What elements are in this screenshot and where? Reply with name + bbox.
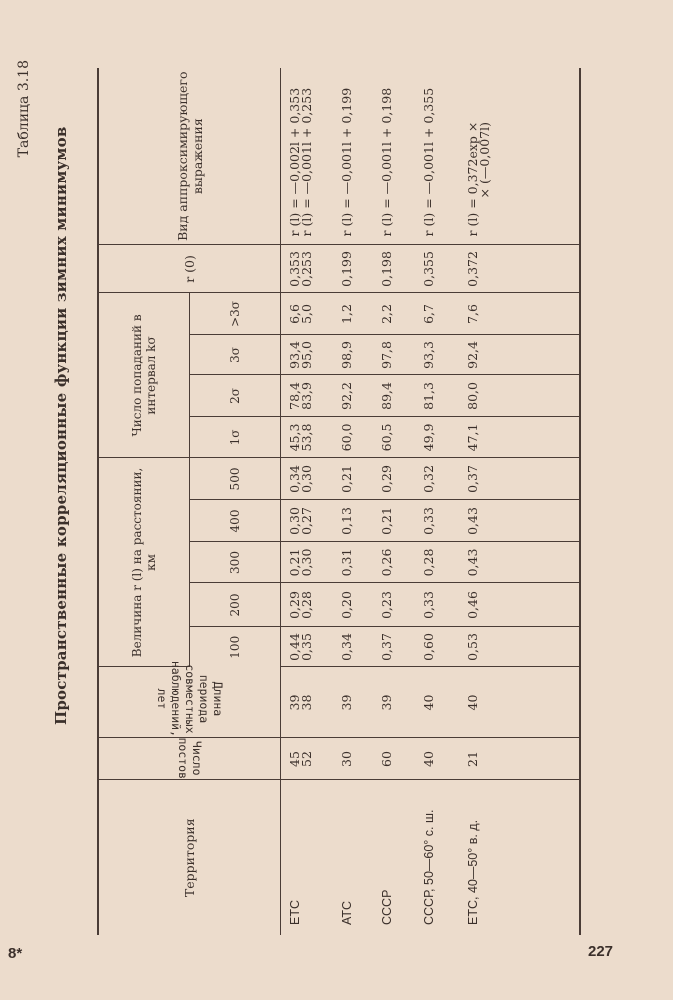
cell-line: 1,2 [339, 304, 354, 324]
cell-territory: СССР [380, 889, 394, 925]
cell-line: r (l) = —0,001l + 0,198 [379, 87, 394, 237]
cell-r0 [281, 245, 334, 293]
cell-line: 39 [379, 694, 394, 711]
cell-line: 0,23 [379, 591, 394, 619]
cell-r300 [373, 542, 415, 583]
cell-line: r (l) = —0,001l + 0,253 [299, 87, 314, 237]
header-2sigma: 2σ [190, 375, 281, 417]
cell-s3 [373, 335, 415, 375]
cell-line: 0,353 [287, 251, 302, 287]
cell-stations [415, 738, 459, 780]
table-title: Пространственные корреляционные функции зимних минимумов [52, 126, 70, 725]
cell-s4 [373, 293, 415, 335]
cell-line: 47,1 [465, 423, 480, 452]
cell-line: 0,60 [421, 633, 436, 661]
header-r0: r (0) [98, 245, 281, 293]
cell-s2 [373, 375, 415, 417]
cell-line: 0,21 [379, 507, 394, 535]
cell-r200 [333, 583, 373, 627]
signature-mark: 8* [8, 945, 23, 962]
cell-r0 [415, 245, 459, 293]
cell-line: 0,53 [465, 633, 480, 661]
table-row [459, 68, 580, 935]
cell-line: 0,29 [379, 465, 394, 493]
cell-line: r (l) = 0,372exp × [465, 121, 480, 237]
header-period: Длина периода совместных наблюдений, лет [98, 667, 281, 738]
cell-line: 53,8 [299, 423, 314, 452]
cell-s3 [415, 335, 459, 375]
header-territory: Территория [98, 780, 281, 935]
cell-r500 [333, 458, 373, 500]
cell-r0 [459, 245, 580, 293]
table-row [415, 68, 459, 935]
cell-s4 [281, 293, 334, 335]
cell-line: 0,355 [421, 251, 436, 287]
cell-s2 [415, 375, 459, 417]
cell-s1 [459, 417, 580, 458]
cell-line: 52 [299, 751, 314, 767]
cell-line: 0,43 [465, 548, 480, 577]
cell-line: 81,3 [421, 382, 436, 410]
correlation-table [97, 68, 581, 935]
cell-line: 40 [421, 694, 436, 711]
cell-line: 60 [379, 751, 394, 767]
cell-line: 0,32 [421, 465, 436, 493]
cell-r400 [333, 500, 373, 542]
cell-r100 [373, 627, 415, 667]
cell-line: 0,37 [379, 633, 394, 661]
cell-line: 6,6 [287, 304, 302, 324]
cell-r100 [415, 627, 459, 667]
cell-territory: АТС [340, 900, 354, 925]
cell-line: r (l) = —0,001l + 0,199 [339, 87, 354, 237]
header-formula: Вид аппроксимирующего выражения [98, 68, 281, 245]
cell-s4 [459, 293, 580, 335]
cell-line: 0,30 [299, 548, 314, 577]
header-r-500: 500 [190, 458, 281, 500]
cell-r400 [281, 500, 334, 542]
header-r-300: 300 [190, 542, 281, 583]
cell-r200 [373, 583, 415, 627]
cell-r100 [281, 627, 334, 667]
cell-period [459, 667, 580, 738]
cell-r400 [459, 500, 580, 542]
cell-territory: ЕТС, 40—50° в. д. [459, 780, 580, 935]
header-3sigma: 3σ [190, 335, 281, 375]
cell-line: 80,0 [465, 382, 480, 410]
cell-line: 5,0 [299, 304, 314, 324]
cell-period [415, 667, 459, 738]
cell-line: 78,4 [287, 382, 302, 410]
cell-line: 30 [339, 751, 354, 767]
cell-formula [459, 68, 580, 245]
cell-s1 [373, 417, 415, 458]
cell-line: 2,2 [379, 304, 394, 324]
cell-s2 [459, 375, 580, 417]
cell-line: 40 [421, 751, 436, 767]
cell-line: 6,7 [421, 304, 436, 324]
cell-line: 97,8 [379, 341, 394, 369]
cell-stations [373, 738, 415, 780]
cell-line: 49,9 [421, 423, 436, 452]
cell-s3 [333, 335, 373, 375]
header-r-200: 200 [190, 583, 281, 627]
cell-line: 89,4 [379, 382, 394, 410]
cell-line: 92,4 [465, 341, 480, 369]
cell-line: 0,33 [421, 591, 436, 619]
cell-stations [459, 738, 580, 780]
header-r-group: Величина r (l) на расстоянии, км [98, 458, 190, 667]
cell-line: 60,0 [339, 423, 354, 452]
cell-r400 [373, 500, 415, 542]
cell-formula [415, 68, 459, 245]
cell-s2 [281, 375, 334, 417]
cell-formula [281, 68, 334, 245]
cell-formula [333, 68, 373, 245]
cell-line: 39 [287, 694, 302, 711]
cell-line: 0,33 [421, 507, 436, 535]
cell-line: 21 [465, 751, 480, 767]
cell-line: 45 [287, 751, 302, 767]
cell-line: 0,37 [465, 465, 480, 493]
cell-s3 [459, 335, 580, 375]
cell-r200 [281, 583, 334, 627]
cell-line: 0,199 [339, 251, 354, 287]
cell-line: 0,34 [339, 633, 354, 661]
cell-period [281, 667, 334, 738]
cell-stations [333, 738, 373, 780]
cell-line: 0,28 [299, 591, 314, 619]
header-hits-group: Число попаданий в интервал kσ [98, 293, 190, 458]
cell-stations [281, 738, 334, 780]
cell-r500 [415, 458, 459, 500]
cell-line: 0,13 [339, 507, 354, 535]
cell-line: 98,9 [339, 341, 354, 369]
cell-s1 [333, 417, 373, 458]
cell-r500 [459, 458, 580, 500]
cell-line: 92,2 [339, 382, 354, 410]
cell-line: 40 [465, 694, 480, 711]
cell-territory: СССР, 50—60° с. ш. [422, 809, 436, 925]
cell-r300 [333, 542, 373, 583]
cell-line: r (l) = —0,001l + 0,355 [421, 87, 436, 237]
cell-r200 [415, 583, 459, 627]
cell-r0 [333, 245, 373, 293]
header-stations: Число постов [98, 738, 281, 780]
cell-line: × (—0,007l) [477, 121, 492, 199]
cell-r100 [459, 627, 580, 667]
cell-line: 38 [299, 694, 314, 711]
cell-formula [373, 68, 415, 245]
cell-r500 [373, 458, 415, 500]
cell-line: 0,44 [287, 633, 302, 661]
header-1sigma: 1σ [190, 417, 281, 458]
cell-line: 39 [339, 694, 354, 711]
cell-line: 0,21 [339, 465, 354, 493]
cell-r300 [281, 542, 334, 583]
cell-line: 0,43 [465, 507, 480, 535]
cell-line: r (l) = —0,002l + 0,353 [287, 87, 302, 237]
cell-s4 [415, 293, 459, 335]
table-row [373, 68, 415, 935]
cell-line: 0,21 [287, 548, 302, 577]
header-r-400: 400 [190, 500, 281, 542]
cell-territory: ЕТС [288, 900, 302, 925]
cell-line: 7,6 [465, 304, 480, 324]
cell-line: 95,0 [299, 341, 314, 369]
cell-line: 0,46 [465, 591, 480, 619]
table-row [333, 68, 373, 935]
cell-line: 45,3 [287, 423, 302, 452]
cell-r0 [373, 245, 415, 293]
cell-r300 [415, 542, 459, 583]
cell-line: 0,34 [287, 465, 302, 493]
cell-r100 [333, 627, 373, 667]
cell-line: 0,253 [299, 251, 314, 287]
cell-r200 [459, 583, 580, 627]
cell-line: 93,4 [287, 341, 302, 369]
page-number: 227 [588, 943, 614, 960]
cell-line: 0,30 [299, 465, 314, 493]
header-over-3sigma: >3σ [190, 293, 281, 335]
cell-line: 60,5 [379, 423, 394, 452]
cell-line: 0,26 [379, 548, 394, 577]
cell-r500 [281, 458, 334, 500]
cell-s1 [415, 417, 459, 458]
cell-s3 [281, 335, 334, 375]
table-label: Таблица 3.18 [16, 60, 32, 158]
table-row [281, 68, 334, 935]
cell-s2 [333, 375, 373, 417]
cell-line: 93,3 [421, 341, 436, 369]
cell-line: 0,20 [339, 591, 354, 619]
cell-line: 83,9 [299, 382, 314, 410]
cell-s4 [333, 293, 373, 335]
cell-period [373, 667, 415, 738]
cell-line: 0,29 [287, 591, 302, 619]
cell-period [333, 667, 373, 738]
cell-line: 0,35 [299, 633, 314, 661]
cell-line: 0,198 [379, 251, 394, 287]
cell-line: 0,28 [421, 548, 436, 577]
cell-r400 [415, 500, 459, 542]
cell-line: 0,31 [339, 548, 354, 577]
cell-line: 0,27 [299, 507, 314, 535]
header-r-100: 100 [190, 627, 281, 667]
cell-line: 0,372 [465, 251, 480, 287]
cell-r300 [459, 542, 580, 583]
cell-line: 0,30 [287, 507, 302, 535]
cell-s1 [281, 417, 334, 458]
